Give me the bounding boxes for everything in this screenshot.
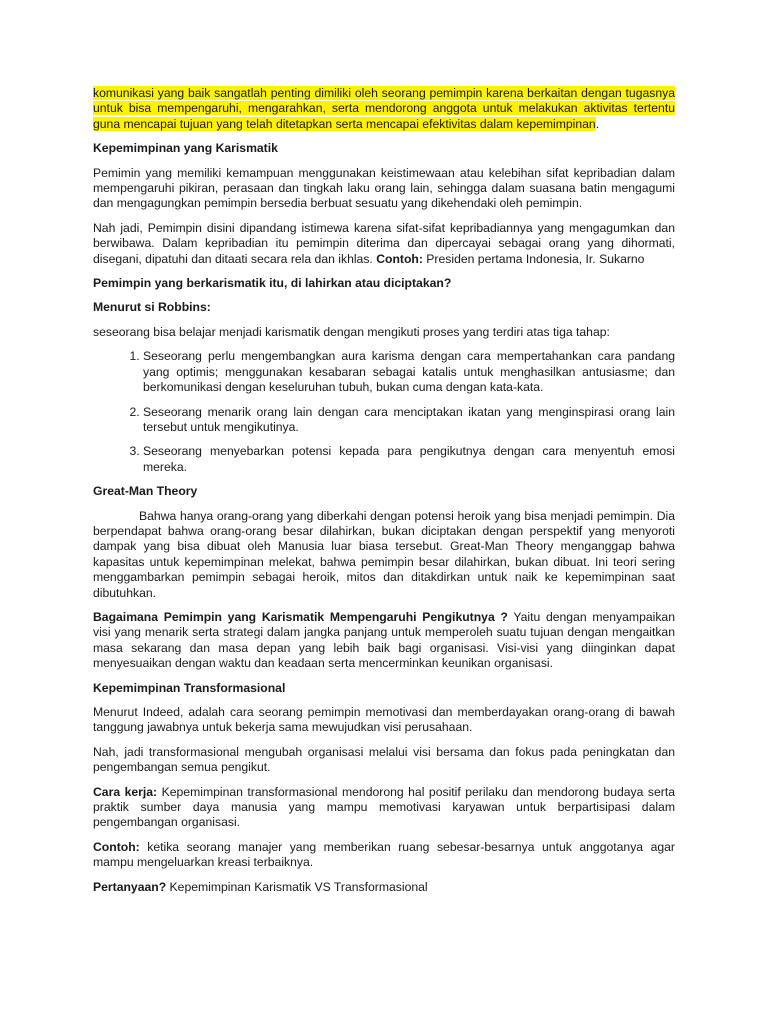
heading-transformasional: Kepemimpinan Transformasional [93,680,286,695]
bagaimana-label: Bagaimana Pemimpin yang Karismatik Mempengaruhi Pengikutnya ? [93,609,508,624]
heading-karismatik: Kepemimpinan yang Karismatik [93,141,278,156]
intro-tail: . [595,116,600,131]
paragraph-pertanyaan: Pertanyaan? Kepemimpinan Karismatik VS Transformasional [93,879,428,894]
intro-paragraph [93,86,675,132]
steps-list [93,349,675,475]
list-item: 2. Seseorang menarik orang lain dengan cara menciptakan ikatan yang menginspirasi orang lain tersebut untuk mengikutinya. [143,405,675,436]
highlighted-text: komunikasi yang baik sangatlah penting dimiliki oleh seorang pemimpin karena berkaitan dengan tugasnya untuk bisa mempengaruhi, mengarahkan, serta mendorong anggota untuk melakukan aktivitas tertentu guna mencapai tujuan yang telah ditetapkan serta mencapai efektivitas dalam kepemimpinan [93,86,675,131]
pertanyaan-label: Pertanyaan? [93,879,167,894]
paragraph-definisi: Pemimin yang memiliki kemampuan menggunakan keistimewaan atau kelebihan sifat kepribadian dalam mempengaruhi pikiran, perasaan dan tingkah laku orang lain, sehingga dalam suasana batin mengagumi dan mengagungkan pemimpin bersedia berbuat sesuatu yang dikehendaki oleh pemimpin. [93,165,675,211]
cara-kerja-label: Cara kerja: [93,784,158,799]
heading-robbins: Menurut si Robbins: [93,300,211,315]
contoh-label: Contoh: [376,251,423,266]
paragraph-nah: Nah, jadi transformasional mengubah organisasi melalui visi bersama dan fokus pada peningkatan dan pengembangan semua pengikut. [93,744,675,775]
contoh-label: Contoh: [93,839,140,854]
paragraph-indeed: Menurut Indeed, adalah cara seorang pemimpin memotivasi dan memberdayakan orang-orang di bawah tanggung jawabnya untuk bekerja sama mewujudkan visi perusahaan. [93,705,675,735]
paragraph-robbins: seseorang bisa belajar menjadi karismatik dengan mengikuti proses yang terdiri atas tiga tahap: [93,324,610,339]
paragraph-great-man: Bahwa hanya orang-orang yang diberkahi dengan potensi heroik yang bisa menjadi pemimpin. Dia berpendapat bahwa orang-orang besar dilahirkan, bukan diciptakan dengan perspektif yang menyoroti dampak yang bisa dibuat oleh Manusia luar biasa tersebut. Great-Man Theory menganggap bahwa kapasitas untuk kepemimpinan melekat, bahwa pemimpin besar dilahirkan, bukan dibuat. Ini teori sering menggambarkan pemimpin sebagai heroik, mitos dan ditakdirkan untuk naik ke kepemimpinan saat dibutuhkan. [93,508,675,600]
paragraph-nah-jadi: Nah jadi, Pemimpin disini dipandang istimewa karena sifat-sifat kepribadiannya yang mengagumkan dan berwibawa. Dalam kepribadian itu pemimpin diterima dan dipercayai sebagai orang yang dihormati, disegani, dipatuhi dan ditaati secara rela dan ikhlas. Contoh: Presiden pertama Indonesia, Ir. Sukarno [93,220,675,266]
paragraph-cara-kerja: Cara kerja: Kepemimpinan transformasional mendorong hal positif perilaku dan mendorong budaya serta praktik sumber daya manusia yang mampu memotivasi karyawan untuk berpartisipasi dalam pengembangan organisasi. [93,784,675,830]
paragraph-contoh: Contoh: ketika seorang manajer yang memberikan ruang sebesar-besarnya untuk anggotanya agar mampu mengeluarkan kreasi terbaiknya. [93,839,675,870]
list-item: 1. Seseorang perlu mengembangkan aura karisma dengan cara mempertahankan cara pandang yang optimis; menggunakan kesabaran sebagai katalis untuk menghasilkan antusiasme; dan berkomunikasi dengan keseluruhan tubuh, bukan cuma dengan kata-kata. [143,349,675,395]
heading-great-man: Great-Man Theory [93,484,198,499]
question-lahir: Pemimpin yang berkarismatik itu, di lahirkan atau diciptakan? [93,276,452,291]
list-item: 3. Seseorang menyebarkan potensi kepada para pengikutnya dengan cara menyentuh emosi mereka. [143,444,675,475]
paragraph-bagaimana: Bagaimana Pemimpin yang Karismatik Mempengaruhi Pengikutnya ? Yaitu dengan menyampaikan visi yang menarik serta strategi dalam jangka panjang untuk memperoleh suatu tujuan dengan mengaitkan masa sekarang dan masa depan yang lebih baik bagi organisasi. Visi-visi yang diinginkan dapat menyesuaikan dengan waktu dan keadaan serta mencerminkan keunikan organisasi. [93,609,675,671]
